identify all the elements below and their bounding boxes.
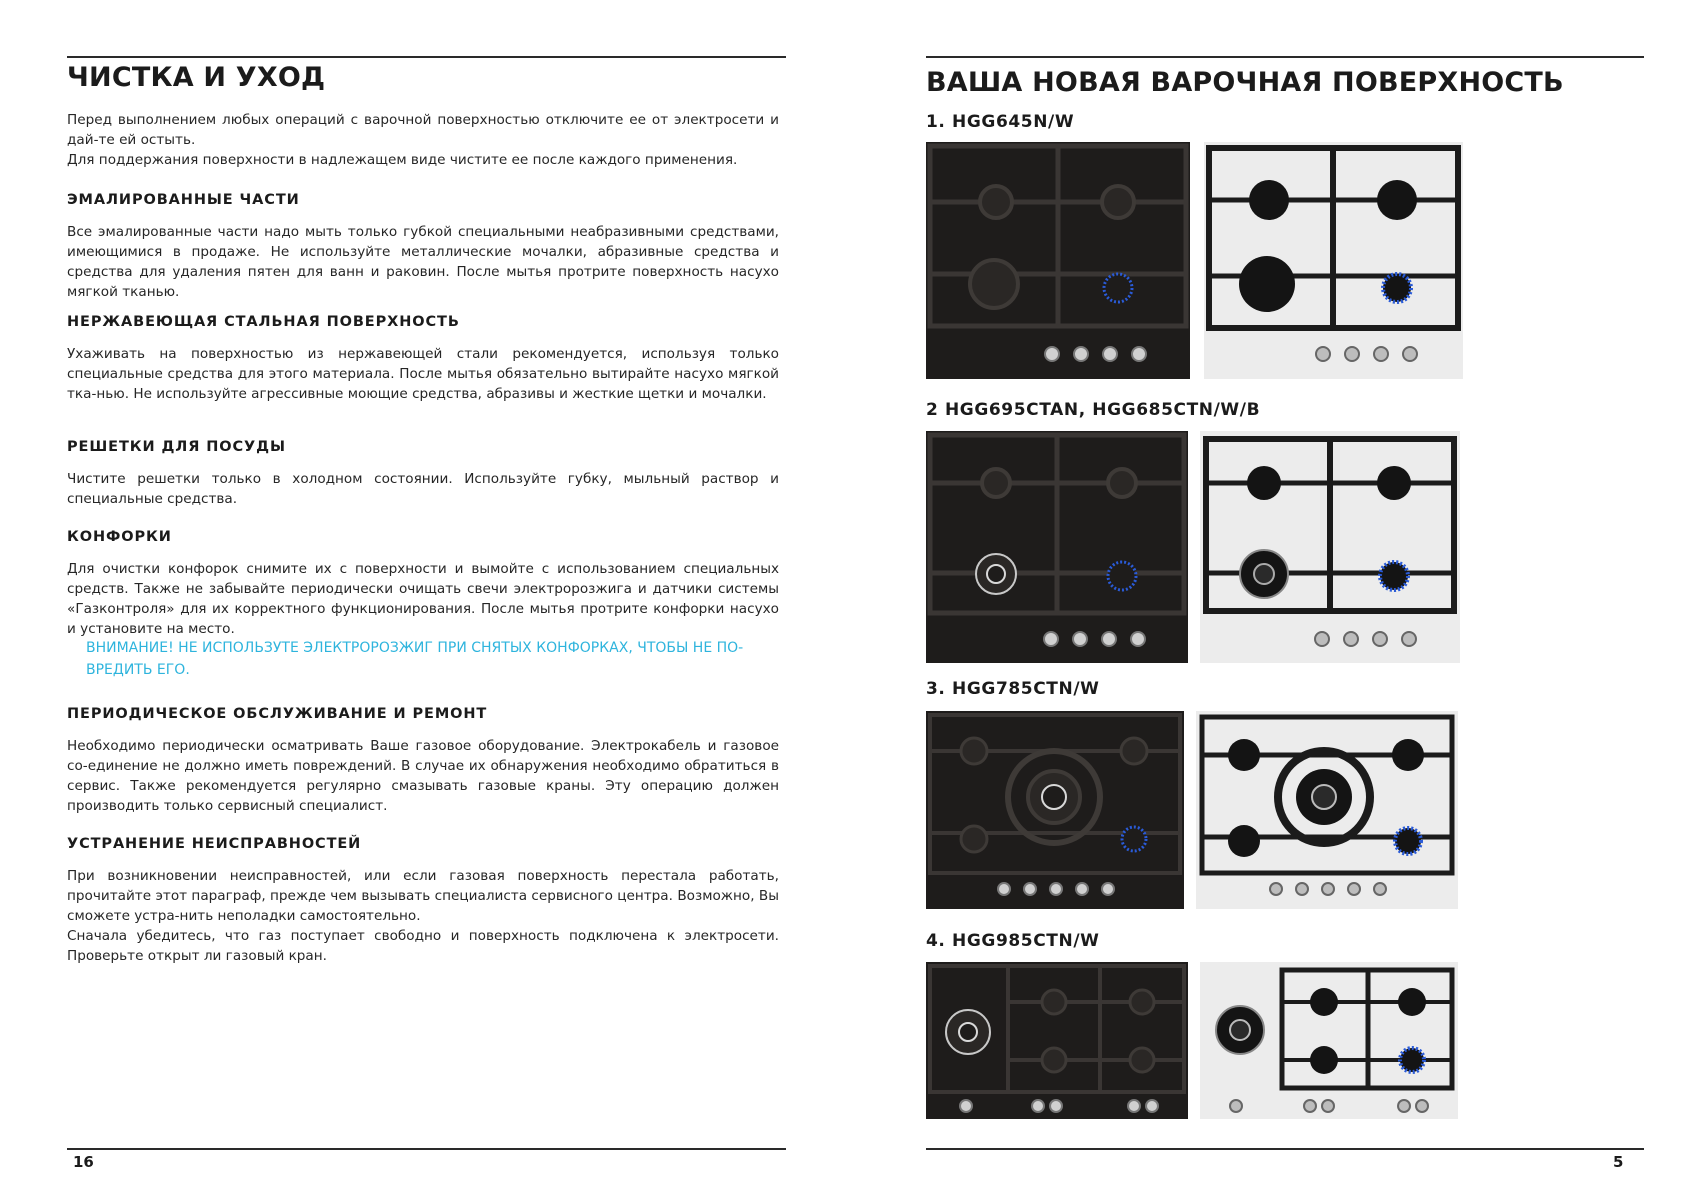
right-page (842, 0, 1684, 1191)
section-heading-steel: НЕРЖАВЕЮЩАЯ СТАЛЬНАЯ ПОВЕРХНОСТЬ (67, 314, 460, 330)
page-title: ВАША НОВАЯ ВАРОЧНАЯ ПОВЕРХНОСТЬ (926, 67, 1564, 98)
hob-white-svg (1200, 962, 1458, 1119)
hob-white-svg (1204, 142, 1463, 379)
hob-black-svg (926, 962, 1188, 1119)
page-title: ЧИСТКА И УХОД (67, 62, 326, 93)
page-number: 5 (1613, 1153, 1624, 1171)
trouble-paragraph: При возникновении неисправностей, или если газовая поверхность перестала работать, прочитайте этот параграф, прежде чем вызывать специалиста сервисного центра. Возможно, Вы сможете устра-нить неполадки самостоятельно. (67, 868, 779, 924)
section-heading-burners: КОНФОРКИ (67, 529, 172, 545)
hob-black-svg (926, 142, 1190, 379)
hob-white-svg (1200, 431, 1460, 663)
hob-image-black (926, 142, 1190, 379)
hob-image-black (926, 711, 1184, 909)
hob-image-white (1204, 142, 1463, 379)
model-label: 3. HGG785CTN/W (926, 679, 1100, 699)
warning-text: ВНИМАНИЕ! НЕ ИСПОЛЬЗУТЕ ЭЛЕКТРОРОЗЖИГ ПРИ СНЯТЫХ КОНФОРКАХ, ЧТОБЫ НЕ ПО-ВРЕДИТЬ ЕГО. (86, 640, 744, 678)
section-text-grids: Чистите решетки только в холодном состоянии. Используйте губку, мыльный раствор и специальные средства. (67, 471, 779, 507)
hob-black-svg (926, 431, 1188, 663)
bottom-rule (67, 1148, 786, 1150)
hob-black-svg (926, 711, 1184, 909)
model-label: 4. HGG985CTN/W (926, 931, 1100, 951)
section-text-enamel: Все эмалированные части надо мыть только губкой специальными неабразивными средствами, имеющимися в продаже. Не используйте металлические мочалки, абразивные средства и средства для удаления пятен для ванн и раковин. После мытья протрите поверхность насухо мягкой тканью. (67, 224, 779, 300)
hob-image-white (1200, 962, 1458, 1119)
section-heading-trouble: УСТРАНЕНИЕ НЕИСПРАВНОСТЕЙ (67, 836, 362, 852)
section-text-steel: Ухаживать на поверхностью из нержавеющей стали рекомендуется, используя только специальные средства для этого материала. После мытья обязательно вытирайте насухо мягкой тка-нью. Не используйте агрессивные моющие средства, абразивы и жесткие щетки и мочалки. (67, 346, 779, 402)
trouble-paragraph: Сначала убедитесь, что газ поступает свободно и поверхность подключена к электросети. Проверьте открыт ли газовый кран. (67, 928, 779, 964)
hob-image-white (1196, 711, 1458, 909)
hob-white-svg (1196, 711, 1458, 909)
model-label: 1. HGG645N/W (926, 112, 1075, 132)
hob-image-white (1200, 431, 1460, 663)
top-rule (926, 56, 1644, 58)
page-number: 16 (73, 1153, 94, 1171)
model-label: 2 HGG695CTAN, HGG685CTN/W/B (926, 400, 1261, 420)
section-text-burners: Для очистки конфорок снимите их с поверхности и вымойте с использованием специальных средств. Также не забывайте периодически очищать свечи электророзжига и датчики системы «Газконтроля» для их корректного функционирования. После мытья протрите конфорки насухо и установите на место. (67, 561, 779, 637)
section-text-trouble (67, 866, 779, 966)
section-heading-enamel: ЭМАЛИРОВАННЫЕ ЧАСТИ (67, 192, 300, 208)
bottom-rule (926, 1148, 1644, 1150)
intro-paragraph: Перед выполнением любых операций с варочной поверхностью отключите ее от электросети и дай-те ей остыть. (67, 112, 779, 148)
intro-paragraph: Для поддержания поверхности в надлежащем виде чистите ее после каждого применения. (67, 152, 738, 168)
section-heading-service: ПЕРИОДИЧЕСКОЕ ОБСЛУЖИВАНИЕ И РЕМОНТ (67, 706, 488, 722)
section-heading-grids: РЕШЕТКИ ДЛЯ ПОСУДЫ (67, 439, 286, 455)
hob-image-black (926, 431, 1188, 663)
intro-text (67, 110, 779, 170)
hob-image-black (926, 962, 1188, 1119)
section-text-service: Необходимо периодически осматривать Ваше газовое оборудование. Электрокабель и газовое со-единение не должно иметь повреждений. В случае их обнаружения необходимо обратиться в сервис. Также рекомендуется регулярно смазывать газовые краны. Эту операцию должен производить только сервисный специалист. (67, 738, 779, 814)
top-rule (67, 56, 786, 58)
